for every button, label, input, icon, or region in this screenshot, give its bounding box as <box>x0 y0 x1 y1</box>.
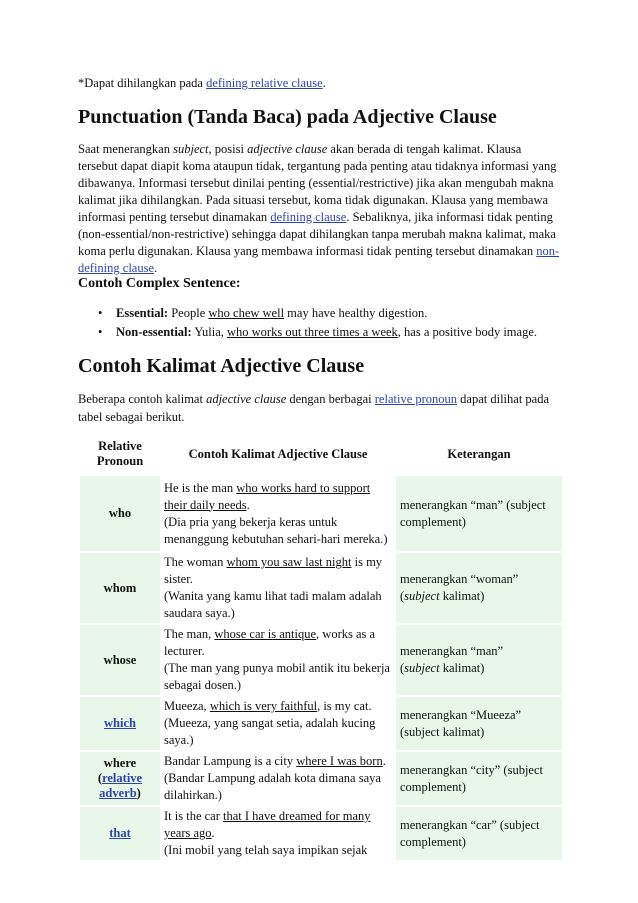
relative-adverb-link[interactable]: relative adverb <box>99 771 143 800</box>
pronoun-cell <box>80 697 160 750</box>
example-cell: Mueeza, which is very faithful, is my cat. (Mueeza, yang sangat setia, adalah kucing saya.) <box>162 697 394 750</box>
header-example-sentence: Contoh Kalimat Adjective Clause <box>162 434 394 474</box>
non-defining-clause-link[interactable]: non-defining clause <box>78 244 560 275</box>
description-cell: menerangkan “city” (subject complement) <box>396 752 562 805</box>
description-cell: menerangkan “man” (subject kalimat) <box>396 625 562 695</box>
example-list <box>98 304 537 342</box>
which-link[interactable]: which <box>104 716 136 730</box>
pronoun-cell: whom <box>80 553 160 623</box>
pronoun-cell: who <box>80 476 160 551</box>
header-description: Keterangan <box>396 434 562 474</box>
list-item: • Essential: People who chew well may have healthy digestion. <box>98 304 537 323</box>
that-link[interactable]: that <box>109 826 131 840</box>
examples-paragraph: Beberapa contoh kalimat adjective clause dengan berbagai relative pronoun dapat dilihat pada tabel sebagai berikut. <box>78 392 550 424</box>
defining-clause-link[interactable]: defining clause <box>270 210 347 224</box>
example-cell: It is the car that I have dreamed for many years ago. (Ini mobil yang telah saya impikan sejak <box>162 807 394 860</box>
footnote: *Dapat dihilangkan pada defining relative clause. <box>78 76 326 90</box>
description-cell: menerangkan “Mueeza” (subject kalimat) <box>396 697 562 750</box>
section-title-punctuation: Punctuation (Tanda Baca) pada Adjective Clause <box>78 106 497 128</box>
example-cell: Bandar Lampung is a city where I was born. (Bandar Lampung adalah kota dimana saya dilahirkan.) <box>162 752 394 805</box>
example-cell: He is the man who works hard to support their daily needs. (Dia pria yang bekerja keras untuk menanggung kebutuhan sehari-hari mereka.) <box>162 476 394 551</box>
pronoun-cell <box>80 807 160 860</box>
section-title-examples: Contoh Kalimat Adjective Clause <box>78 355 365 377</box>
description-cell: menerangkan “car” (subject complement) <box>396 807 562 860</box>
adjective-clause-table <box>78 432 564 862</box>
example-cell: The man, whose car is antique, works as a lecturer. (The man yang punya mobil antik itu bekerja sebagai dosen.) <box>162 625 394 695</box>
pronoun-cell: whose <box>80 625 160 695</box>
table-row <box>80 807 562 860</box>
defining-relative-clause-link[interactable]: defining relative clause <box>206 76 323 90</box>
list-item: • Non-essential: Yulia, who works out three times a week, has a positive body image. <box>98 323 537 342</box>
complex-sentence-heading: Contoh Complex Sentence: <box>78 276 241 291</box>
table-row <box>80 752 562 805</box>
relative-pronoun-link[interactable]: relative pronoun <box>374 392 458 406</box>
table-row <box>80 625 562 695</box>
table-row <box>80 476 562 551</box>
example-cell: The woman whom you saw last night is my sister. (Wanita yang kamu lihat tadi malam adalah saudara saya.) <box>162 553 394 623</box>
description-cell: menerangkan “man” (subject complement) <box>396 476 562 551</box>
punctuation-paragraph: Saat menerangkan subject, posisi adjective clause akan berada di tengah kalimat. Klausa tersebut dapat diapit koma ataupun tidak, tergantung pada penting atau tidaknya informasi yang dibawanya. Informasi tersebut dinilai penting (essential/restrictive) jika akan mengubah makna kalimat jika dihilangkan. Pada situasi tersebut, koma tidak digunakan. Klausa yang membawa informasi penting tersebut dinamakan defining clause. Sebaliknya, jika informasi tidak penting (non-essential/non-restrictive) sehingga dapat dihilangkan tanpa merubah makna kalimat, maka koma perlu digunakan. Klausa yang membawa informasi tidak penting tersebut dinamakan non-defining clause. <box>78 142 560 275</box>
pronoun-cell: where (relative adverb) <box>80 752 160 805</box>
table-row <box>80 697 562 750</box>
table-row <box>80 553 562 623</box>
header-relative-pronoun: Relative Pronoun <box>80 434 160 474</box>
description-cell: menerangkan “woman” (subject kalimat) <box>396 553 562 623</box>
